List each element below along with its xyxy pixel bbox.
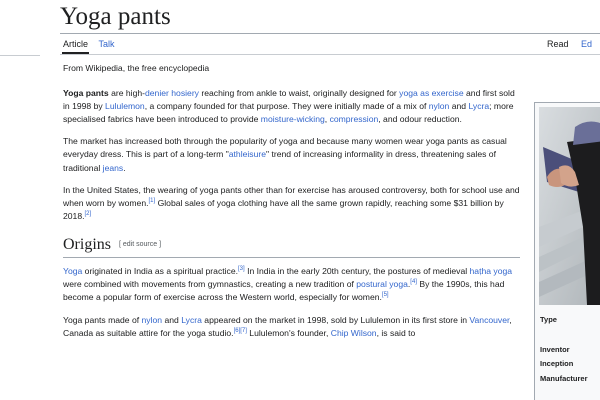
link-hatha-yoga[interactable]: haṭha yoga <box>469 266 513 277</box>
tabs-divider <box>60 54 600 55</box>
reference-2[interactable]: [2] <box>84 210 92 217</box>
tab-article[interactable]: Article <box>63 39 89 49</box>
text: were combined with movements from gymnastics, creating a new tradition of <box>63 279 357 290</box>
text: , <box>324 114 330 125</box>
link-nylon[interactable]: nylon <box>428 101 450 112</box>
page-title: Yoga pants <box>60 3 171 30</box>
text: , a company founded for that purpose. They were initially made of a mix of <box>144 101 429 112</box>
text: are high- <box>108 88 145 99</box>
text: reaching from ankle to waist, originally designed for <box>198 88 400 99</box>
intro-paragraph-2 <box>63 135 520 174</box>
infobox <box>534 102 600 400</box>
text: . <box>407 279 411 290</box>
text: Global sales of yoga clothing have all the same grown rapidly, reaching some $31 billion by 2018. <box>63 197 504 221</box>
reference-5[interactable]: [5] <box>381 292 389 299</box>
yoga-pants-photo <box>539 107 600 305</box>
text: and <box>449 101 469 112</box>
text: . <box>123 162 126 173</box>
text: The market has increased both through the popularity of yoga and because many women wear yoga pants as casual everyday dress. This is part of a long-term " <box>63 136 507 160</box>
infobox-label-inventor: Inventor <box>540 345 570 354</box>
text: In the United States, the wearing of yoga pants other than for exercise has aroused controversy, both for school use and when worn by women. <box>63 184 520 208</box>
tab-read[interactable]: Read <box>547 39 569 49</box>
title-divider <box>60 33 600 34</box>
text: , is said to <box>376 327 416 338</box>
text: appeared on the market in 1998, sold by Lululemon in its first store in <box>201 314 470 325</box>
tab-edit[interactable]: Ed <box>581 39 593 49</box>
article-body <box>63 62 520 349</box>
text: By the 1990s, this had become a popular form of exercise across the Western world, especially for women. <box>63 279 505 303</box>
link-postural-yoga[interactable]: postural yoga <box>356 279 408 290</box>
reference-6-7[interactable]: [6][7] <box>233 327 247 334</box>
reference-3[interactable]: [3] <box>238 266 245 273</box>
text: and <box>162 314 182 325</box>
infobox-photo[interactable] <box>539 107 600 305</box>
link-chip-wilson[interactable]: Chip Wilson <box>330 327 377 338</box>
text: , and odour reduction. <box>378 114 462 125</box>
lead-term: Yoga pants <box>63 88 109 99</box>
section-divider <box>63 257 520 258</box>
text: , Canada as suitable attire for the yoga studio. <box>63 314 512 338</box>
infobox-label-inception: Inception <box>540 359 574 368</box>
infobox-label-type: Type <box>540 315 557 324</box>
link-lululemon[interactable]: Lululemon <box>105 101 145 112</box>
link-lycra-2[interactable]: Lycra <box>181 314 202 325</box>
section-title: Origins <box>63 235 111 253</box>
text: ; more specialised fabrics have been introduced to provide <box>63 101 514 125</box>
view-tabs <box>547 38 600 50</box>
link-athleisure[interactable]: athleisure <box>228 149 267 160</box>
link-nylon-2[interactable]: nylon <box>141 314 163 325</box>
link-lycra[interactable]: Lycra <box>468 101 490 112</box>
edit-source-link[interactable]: [ edit source ] <box>119 241 162 249</box>
text: In India in the early 20th century, the postures of medieval <box>244 266 470 277</box>
link-compression[interactable]: compression <box>329 114 379 125</box>
text: Lululemon's founder, <box>246 327 331 338</box>
sidebar-divider <box>0 55 40 56</box>
intro-paragraph-3 <box>63 184 520 223</box>
tagline: From Wikipedia, the free encyclopedia <box>63 63 210 73</box>
reference-4[interactable]: [4] <box>410 279 417 286</box>
reference-1[interactable]: [1] <box>148 197 156 204</box>
text: Yoga pants made of <box>63 314 142 325</box>
tab-talk[interactable]: Talk <box>98 39 115 49</box>
link-moisture-wicking[interactable]: moisture-wicking <box>260 114 325 125</box>
section-heading-origins <box>63 235 520 255</box>
link-yoga[interactable]: Yoga <box>63 266 83 277</box>
link-jeans[interactable]: jeans <box>102 162 124 173</box>
intro-paragraph-1 <box>63 87 520 126</box>
text: originated in India as a spiritual practice. <box>82 266 239 277</box>
text: " trend of increasing informality in dress, threatening sales of traditional <box>63 149 496 173</box>
link-yoga-as-exercise[interactable]: yoga as exercise <box>399 88 464 99</box>
link-denier-hosiery[interactable]: denier hosiery <box>145 88 199 99</box>
text: and first sold in 1998 by <box>63 88 515 112</box>
origins-paragraph-2 <box>63 314 520 340</box>
infobox-label-manufacturer: Manufacturer <box>540 374 588 383</box>
link-vancouver[interactable]: Vancouver <box>469 314 510 325</box>
namespace-tabs <box>63 38 123 50</box>
origins-paragraph-1 <box>63 265 520 304</box>
